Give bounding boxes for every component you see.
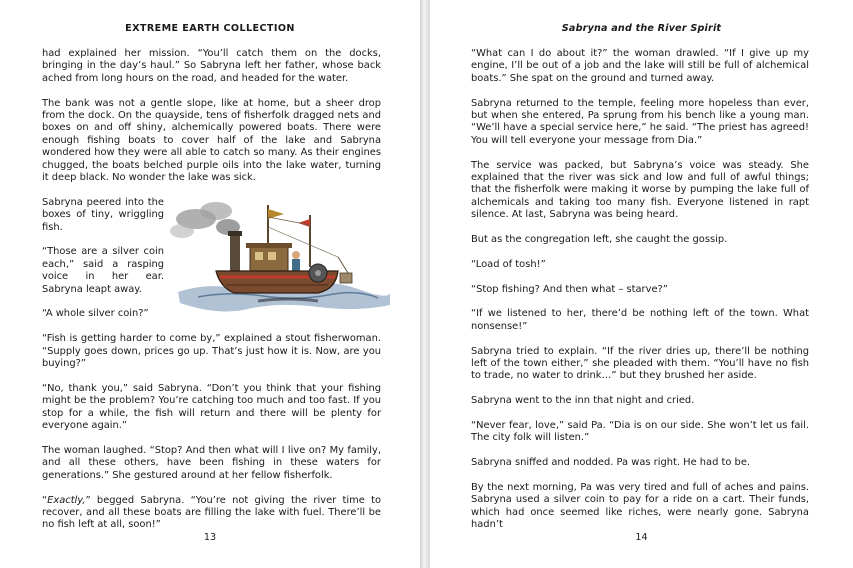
paragraph: Sabryna peered into the boxes of tiny, wriggling fish. [42,196,164,233]
paragraph: Sabryna went to the inn that night and cried. [471,395,695,407]
right-body-text [471,48,809,544]
left-running-header: EXTREME EARTH COLLECTION [125,23,295,34]
left-page [0,0,420,568]
paragraph: Sabryna returned to the temple, feeling more hopeless than ever, but when she entered, Pa sprung from his bench like a young man. “We’ll have a special service here,” he said. “The priest has agreed! You will tell everyone your message from Dia.” [471,97,809,146]
paragraph: “If we listened to her, there’d be nothing left of the town. What nonsense!” [471,308,809,332]
left-page-number: 13 [203,532,217,543]
book-gutter [420,0,430,568]
paragraph: By the next morning, Pa was very tired and full of aches and pains. Sabryna used a silver coin to pay for a ride on a cart. Their funds, which had once seemed like riches, were nearly gone. Sabryna hadn’t [471,482,809,531]
paragraph: “Fish is getting harder to come by,” explained a stout fisherwoman. “Supply goes down, prices go up. That’s just how it is. Now, are you buying?” [42,333,381,370]
paragraph: “Stop fishing? And then what – starve?” [471,283,668,295]
emphasis-text: Exactly, [47,494,86,506]
paragraph: Sabryna sniffed and nodded. Pa was right. He had to be. [471,457,751,469]
right-page-number: 14 [635,532,648,543]
paragraph: “What can I do about it?” the woman drawled. “If I give up my engine, I’ll be out of a job and the lake will still be full of alchemical boats.” She spat on the ground and turned away. [471,48,809,84]
paragraph: The bank was not a gentle slope, like at home, but a sheer drop from the dock. On the quayside, tens of fisherfolk dragged nets and boxes on and off shiny, alchemically powered boats. There were enough fishing boats to cover half of the lake and Sabryna wondered how they were all able to catch so many. As their engines chugged, the boats belched purple oils into the lake water, turning it deep black. No wonder the lake was sick. [42,97,381,184]
paragraph: The woman laughed. “Stop? And then what will I live on? My family, and all these others, have been fishing in these waters for generations.” She gestured around at her fellow fisherfolk. [42,444,381,481]
paragraph: “Never fear, love,” said Pa. “Dia is on our side. She won’t let us fail. The city folk will listen.” [471,420,809,444]
paragraph: had explained her mission. “You’ll catch them on the docks, bringing in the day’s haul.” So Sabryna left her father, whose back ached from long hours on the road, and headed for the water. [42,48,381,84]
paragraph: The service was packed, but Sabryna’s voice was steady. She explained that the river was sick and low and full of awful things; that the fisherfolk were making it worse by pumping the lake full of alchemicals and taking too many fish. Everyone listened in rapt silence. At last, Sabryna was being heard. [471,159,809,221]
left-body-text [42,48,381,544]
right-running-header: Sabryna and the River Spirit [561,23,722,34]
paragraph: “Those are a silver coin each,” said a rasping voice in her ear. Sabryna leapt away. [42,246,164,295]
paragraph: “No, thank you,” said Sabryna. “Don’t you think that your fishing might be the problem? You’re catching too much and too fast. If you stop for a while, the fish will return and there will be plenty for everyone again.” [42,382,381,432]
paragraph: Sabryna tried to explain. “If the river dries up, there’ll be nothing left of the town either,” she pleaded with them. “You’ll have no fish to trade, no water to drink…” but they brushed her aside. [471,345,809,382]
paragraph: “A whole silver coin?” [42,308,149,320]
fishing-boat-illustration [168,197,393,322]
paragraph: But as the congregation left, she caught the gossip. [471,234,728,246]
open-quote: “ [42,494,48,506]
paragraph-rest: ” begged Sabryna. “You’re not giving the river time to recover, and all these boats are filling the lake with fuel. There’ll be no fish left at all, soon!” [42,494,381,531]
paragraph [42,495,381,532]
right-page [430,0,853,568]
paragraph: “Load of tosh!” [471,258,546,270]
